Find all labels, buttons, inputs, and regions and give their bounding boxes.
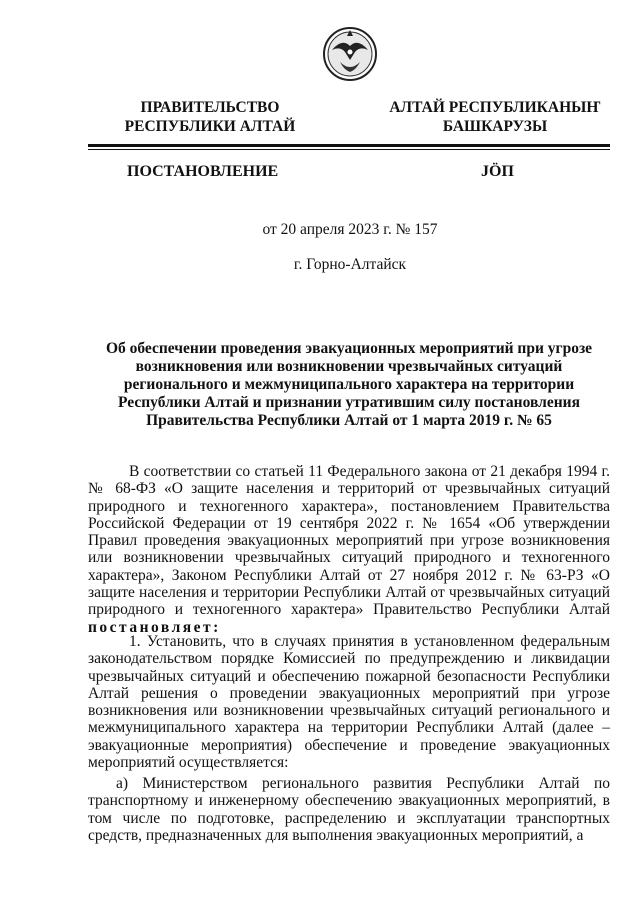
coat-of-arms-emblem-icon <box>322 24 378 84</box>
document-date: от 20 апреля 2023 г. № 157 <box>262 221 438 238</box>
org-name-altai: АЛТАЙ РЕСПУБЛИКАНЫҤ БАШКАРУЗЫ <box>389 99 601 135</box>
header-rule-thick <box>88 144 610 147</box>
header-rule-thin <box>88 149 610 150</box>
preamble-text: В соответствии со статьей 11 Федерального закона от 21 декабря 1994 г. № 68-ФЗ «О защите населения и территорий от чрезвычайных ситуаций природного и техногенного характера», постановлением Правительства Российской Федерации от 19 сентября 2022 г. № 1654 «Об утверждении Правил проведения эвакуационных мероприятий при угрозе возникновения или возникновении чрезвычайных ситуаций природного и техногенного характера», Законом Республики Алтай от 27 ноября 2012 г. № 63-РЗ «О защите населения и территории Республики Алтай от чрезвычайных ситуаций природного и техногенного характера» Правительство Республики Алтай <box>88 463 610 619</box>
clause-1-paragraph: 1. Установить, что в случаях принятия в установленном федеральным законодательством порядке Комиссией по предупреждению и ликвидации чрезвычайных ситуаций и обеспечению пожарной безопасности Республики Алтай решения о проведении эвакуационных мероприятий при угрозе возникновения или возникновении чрезвычайных ситуаций регионального и межмуниципального характера на территории Республики Алтай (далее – эвакуационные мероприятия) обеспечение и проведение эвакуационных мероприятий осуществляется: <box>88 633 610 772</box>
document-city: г. Горно-Алтайск <box>293 256 407 273</box>
doc-type-altai: JӦП <box>481 163 514 180</box>
clause-1a-paragraph: а) Министерством регионального развития Республики Алтай по транспортному и инженерному обеспечению эвакуационных мероприятий, в том числе по подготовке, распределению и эксплуатации транспортных средств, предназначенных для выполнения эвакуационных мероприятий, а <box>88 775 610 844</box>
org-name-russian: ПРАВИТЕЛЬСТВО РЕСПУБЛИКИ АЛТАЙ <box>124 99 296 135</box>
preamble-paragraph <box>88 463 610 636</box>
decree-keyword: постановляет: <box>88 618 221 636</box>
doc-type-russian: ПОСТАНОВЛЕНИЕ <box>127 163 279 180</box>
document-title: Об обеспечении проведения эвакуационных мероприятий при угрозе возникновения или возникновении чрезвычайных ситуаций регионального и межмуниципального характера на территории Республики Алтай и признании утратившим силу постановления Правительства Республики Алтай от 1 марта 2019 г. № 65 <box>105 340 593 429</box>
